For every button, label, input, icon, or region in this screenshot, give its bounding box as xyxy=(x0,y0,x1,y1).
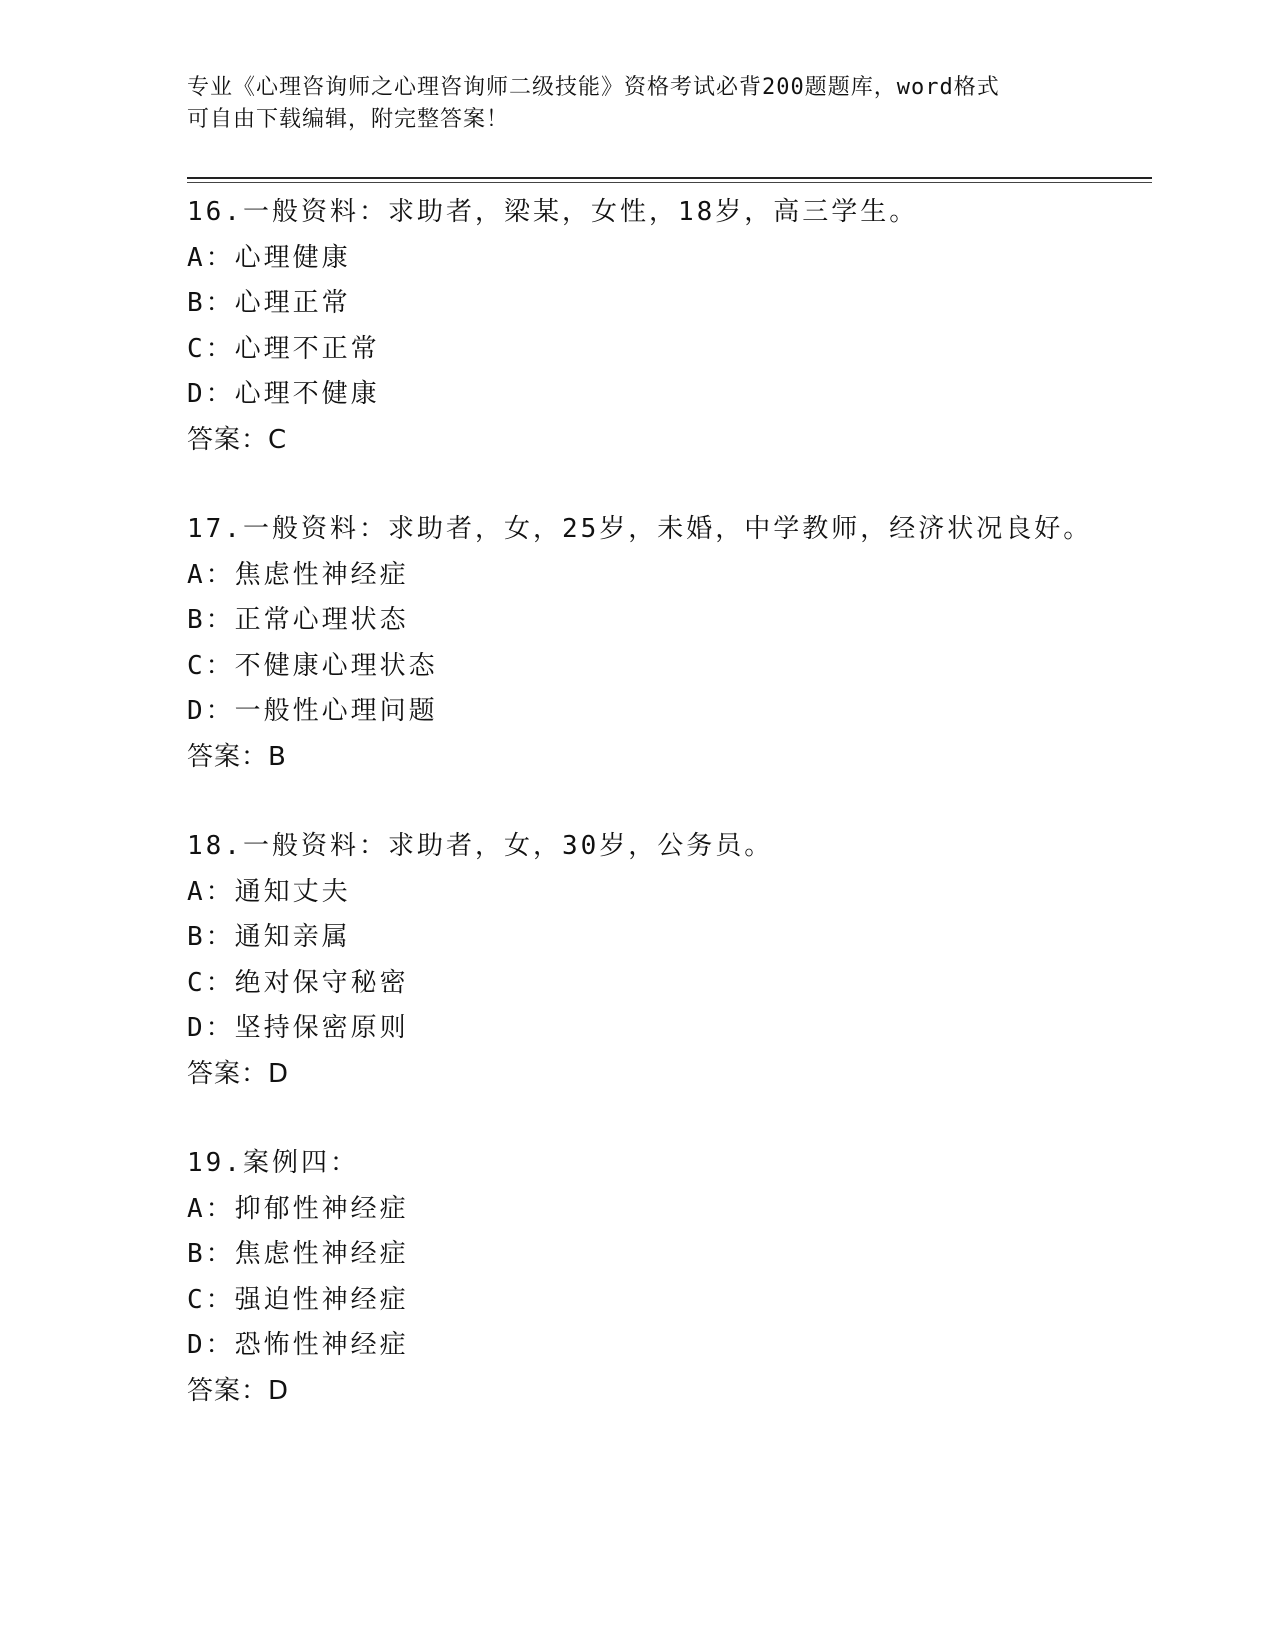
option-c: C：不健康心理状态 xyxy=(187,650,438,681)
option-c: C：心理不正常 xyxy=(187,333,380,364)
option-a: A：通知丈夫 xyxy=(187,876,351,907)
question-16 xyxy=(187,190,1147,463)
question-18 xyxy=(187,824,1147,1097)
question-stem: 19.案例四： xyxy=(187,1148,359,1178)
option-d: D：心理不健康 xyxy=(187,379,380,409)
question-stem: 18.一般资料：求助者，女，30岁，公务员。 xyxy=(187,831,774,861)
option-c: C：强迫性神经症 xyxy=(187,1284,409,1315)
option-b: B：通知亲属 xyxy=(187,922,351,952)
option-a: A：心理健康 xyxy=(187,242,351,273)
option-c: C：绝对保守秘密 xyxy=(187,967,409,998)
option-d: D：恐怖性神经症 xyxy=(187,1330,409,1360)
answer-line: 答案：B xyxy=(187,741,287,772)
question-stem: 16.一般资料：求助者，梁某，女性，18岁，高三学生。 xyxy=(187,197,919,227)
option-d: D：坚持保密原则 xyxy=(187,1013,409,1043)
answer-line: 答案：D xyxy=(187,1375,290,1406)
option-a: A：焦虑性神经症 xyxy=(187,559,409,590)
option-a: A：抑郁性神经症 xyxy=(187,1193,409,1224)
option-b: B：焦虑性神经症 xyxy=(187,1239,409,1269)
question-list xyxy=(187,190,1147,1458)
document-header xyxy=(187,72,1107,136)
option-d: D：一般性心理问题 xyxy=(187,696,438,726)
header-divider-thick xyxy=(187,177,1152,179)
header-line-1: 专业《心理咨询师之心理咨询师二级技能》资格考试必背200题题库，word格式 xyxy=(187,75,1000,100)
question-17 xyxy=(187,507,1147,780)
question-19 xyxy=(187,1141,1147,1414)
option-b: B：心理正常 xyxy=(187,288,351,318)
option-b: B：正常心理状态 xyxy=(187,605,409,635)
answer-line: 答案：C xyxy=(187,424,288,455)
question-stem: 17.一般资料：求助者，女，25岁，未婚，中学教师，经济状况良好。 xyxy=(187,514,1093,544)
answer-line: 答案：D xyxy=(187,1058,290,1089)
header-line-2: 可自由下载编辑，附完整答案！ xyxy=(187,107,510,132)
header-divider-thin xyxy=(187,182,1152,183)
